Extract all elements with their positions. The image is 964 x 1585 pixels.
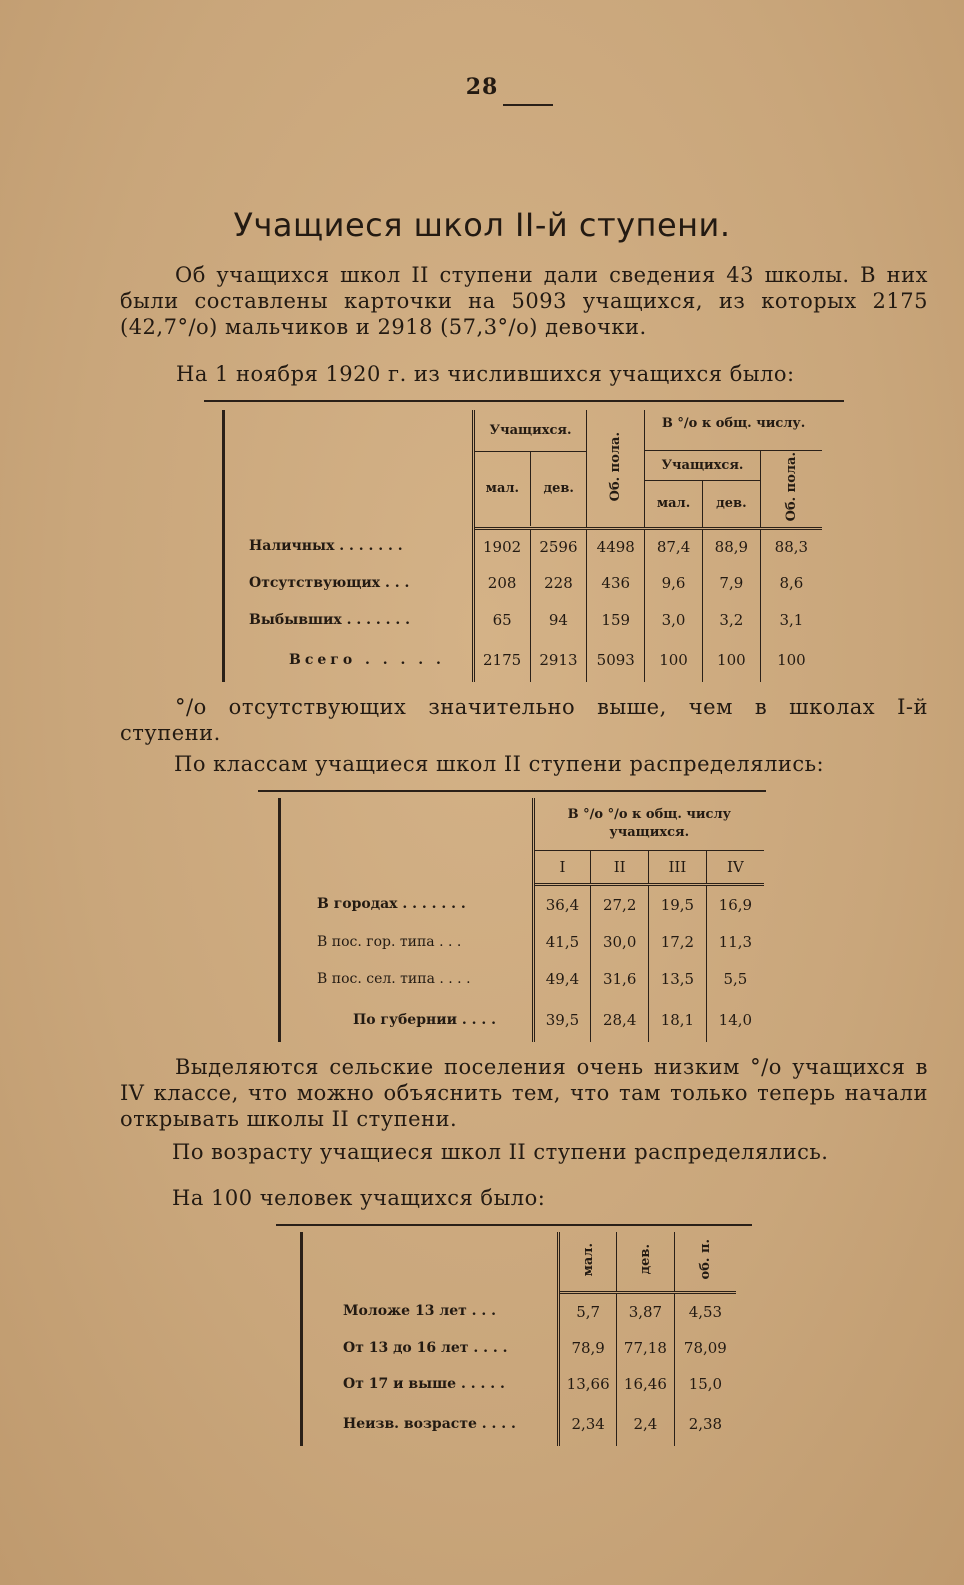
- attendance-table: [222, 410, 822, 682]
- table1-cell: 2596: [530, 528, 587, 564]
- table1-cell: 3,2: [702, 601, 760, 638]
- table1-cell: 94: [530, 601, 587, 638]
- table2-cell: 13,5: [649, 960, 707, 998]
- table1-cell: 159: [587, 601, 645, 638]
- table1-col-male: мал.: [475, 451, 531, 526]
- table3-cell: 77,18: [617, 1330, 675, 1366]
- table3-cell: 78,9: [559, 1330, 617, 1366]
- section-title: Учащиеся школ II-й ступени.: [233, 206, 731, 244]
- table1-cell: 2175: [473, 638, 530, 682]
- table1-row-label: Отсутствующих . . .: [224, 564, 474, 601]
- table1-row-label-total: Всего . . . . .: [224, 638, 474, 682]
- table1-cell: 7,9: [702, 564, 760, 601]
- table2-cell: 28,4: [591, 998, 649, 1042]
- table2-cell: 17,2: [649, 924, 707, 960]
- paragraph-absent: [120, 694, 928, 746]
- table1-col-total-pct: Об. пола.: [760, 450, 822, 528]
- paragraph-absent-text: °/о отсутствующих значительно выше, чем в школах I-й ступени.: [120, 695, 928, 745]
- table3-intro: На 100 человек учащихся было:: [172, 1186, 546, 1210]
- table1-header-percent: В °/о к общ. числу.: [645, 410, 822, 450]
- table3-row-label: Моложе 13 лет . . .: [302, 1292, 559, 1330]
- table3-row-label: Неизв. возрасте . . . .: [302, 1402, 559, 1446]
- table3-cell: 5,7: [559, 1292, 617, 1330]
- table3-col-header: мал.: [559, 1232, 617, 1292]
- paragraph-intro-text: Об учащихся школ II ступени дали сведения 43 школы. В них были составлены карточки на 5093 учащихся, из которых 2175 (42,7°/о) мальчиков и 2918 (57,3°/о) девочки.: [120, 263, 928, 339]
- table3-cell: 15,0: [674, 1366, 736, 1402]
- table3-cell: 2,34: [559, 1402, 617, 1446]
- table2-cell: 41,5: [533, 924, 591, 960]
- page-number-underline: [503, 104, 553, 106]
- table1-cell: 5093: [587, 638, 645, 682]
- table2-row-label: В пос. сел. типа . . . .: [280, 960, 534, 998]
- table1-cell: 65: [473, 601, 530, 638]
- table2-row-label: В городах . . . . . . .: [280, 884, 534, 924]
- table2-row-label: В пос. гор. типа . . .: [280, 924, 534, 960]
- table1-cell: 2913: [530, 638, 587, 682]
- table1-row-label: Выбывших . . . . . . .: [224, 601, 474, 638]
- table1-sub-cols: [475, 451, 587, 526]
- table1-col-female: дев.: [531, 451, 587, 526]
- table1-col-male-pct: мал.: [645, 480, 703, 528]
- table1-top-rule: [204, 400, 844, 402]
- table2-cell: 30,0: [591, 924, 649, 960]
- table1-cell: 1902: [473, 528, 530, 564]
- table1-cell: 88,3: [760, 528, 822, 564]
- table2-cell: 49,4: [533, 960, 591, 998]
- table2-header: В °/о °/о к общ. числу учащихся.: [533, 798, 764, 850]
- table2-cell: 14,0: [706, 998, 764, 1042]
- table1-cell: 4498: [587, 528, 645, 564]
- table3-cell: 16,46: [617, 1366, 675, 1402]
- table3-row-label: От 17 и выше . . . . .: [302, 1366, 559, 1402]
- table2-intro: По классам учащиеся школ II ступени распределялись:: [174, 752, 825, 776]
- table1-cell: 100: [645, 638, 703, 682]
- table2-row-label-total: По губернии . . . .: [280, 998, 534, 1042]
- table2-col-header: IV: [706, 850, 764, 884]
- table1-stub: [224, 410, 474, 528]
- table2-cell: 11,3: [706, 924, 764, 960]
- table3-cell: 3,87: [617, 1292, 675, 1330]
- age-distribution-table: [300, 1232, 736, 1446]
- table2-cell: 5,5: [706, 960, 764, 998]
- table2-cell: 18,1: [649, 998, 707, 1042]
- table1-cell: 228: [530, 564, 587, 601]
- table3-col-header: дев.: [617, 1232, 675, 1292]
- table2-col-header: I: [533, 850, 591, 884]
- class-distribution-table: [278, 798, 764, 1042]
- paragraph-rural-text: Выделяются сельские поселения очень низким °/о учащихся в IV классе, что можно объяснить тем, что там только теперь начали открывать школы II ступени.: [120, 1055, 928, 1131]
- table3-cell: 78,09: [674, 1330, 736, 1366]
- table1-cell: 208: [473, 564, 530, 601]
- table1-col-total: Об. пола.: [587, 410, 645, 528]
- table1-cell: 100: [702, 638, 760, 682]
- table2-cell: 19,5: [649, 884, 707, 924]
- table1-cell: 3,0: [645, 601, 703, 638]
- table1-cell: 3,1: [760, 601, 822, 638]
- table2-cell: 16,9: [706, 884, 764, 924]
- table3-cell: 2,4: [617, 1402, 675, 1446]
- table1-header-sub: Учащихся.: [645, 450, 761, 480]
- paragraph-intro: [120, 262, 928, 340]
- table3-col-header: об. п.: [674, 1232, 736, 1292]
- table1-cell: 9,6: [645, 564, 703, 601]
- table1-cell: 8,6: [760, 564, 822, 601]
- table3-top-rule: [276, 1224, 752, 1226]
- table3-cell: 13,66: [559, 1366, 617, 1402]
- table1-cell: 88,9: [702, 528, 760, 564]
- table1-row-label: Наличных . . . . . . .: [224, 528, 474, 564]
- table3-row-label: От 13 до 16 лет . . . .: [302, 1330, 559, 1366]
- table2-col-header: II: [591, 850, 649, 884]
- table2-col-header: III: [649, 850, 707, 884]
- table2-top-rule: [258, 790, 766, 792]
- table1-cell: 87,4: [645, 528, 703, 564]
- table2-stub: [280, 798, 534, 884]
- table1-cell: 100: [760, 638, 822, 682]
- table3-stub: [302, 1232, 559, 1292]
- table1-col-female-pct: дев.: [702, 480, 760, 528]
- page-number: 28: [465, 74, 499, 100]
- table3-cell: 4,53: [674, 1292, 736, 1330]
- table2-cell: 36,4: [533, 884, 591, 924]
- table1-cell: 436: [587, 564, 645, 601]
- age-intro: По возрасту учащиеся школ II ступени распределялись.: [172, 1140, 829, 1164]
- paragraph-rural: [120, 1054, 928, 1132]
- table1-sub-blank: [473, 450, 587, 528]
- table2-cell: 39,5: [533, 998, 591, 1042]
- table3-cell: 2,38: [674, 1402, 736, 1446]
- table1-intro: На 1 ноября 1920 г. из числившихся учащихся было:: [176, 362, 795, 386]
- table1-header-pupils: Учащихся.: [473, 410, 587, 450]
- table2-cell: 27,2: [591, 884, 649, 924]
- table2-cell: 31,6: [591, 960, 649, 998]
